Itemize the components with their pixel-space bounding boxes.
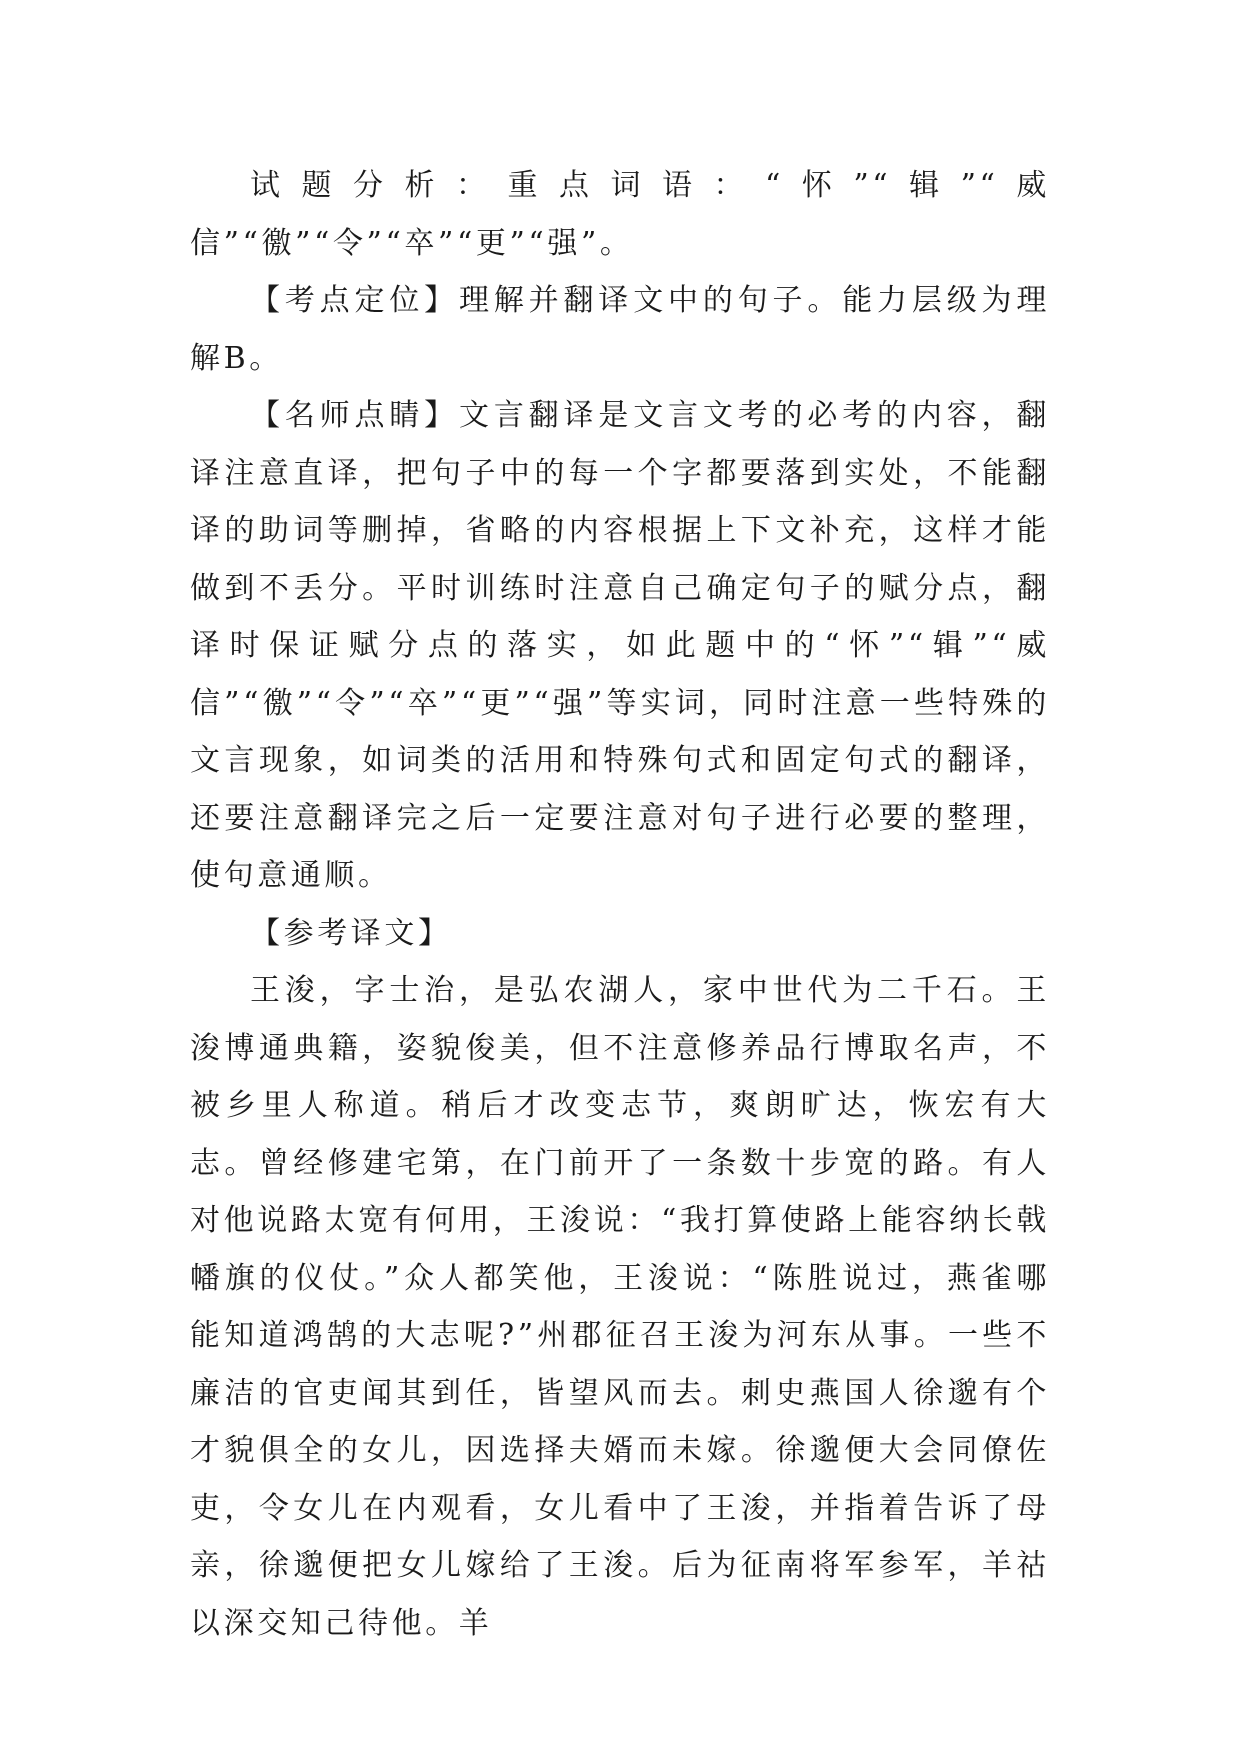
teacher-comment-paragraph: 【名师点睛】文言翻译是文言文考的必考的内容，翻译注意直译，把句子中的每一个字都要落到实处，不能翻译的助词等删掉，省略的内容根据上下文补充，这样才能做到不丢分。平时训练时注意自己确定句子的赋分点，翻译时保证赋分点的落实，如此题中的“怀”“辑”“威信”“徼”“令”“卒”“更”“强”等实词，同时注意一些特殊的文言现象，如词类的活用和特殊句式和固定句式的翻译，还要注意翻译完之后一定要注意对句子进行必要的整理，使句意通顺。 bbox=[190, 398, 1050, 893]
analysis-paragraph: 试题分析：重点词语：“怀”“辑”“威信”“徼”“令”“卒”“更”“强”。 bbox=[190, 168, 1050, 261]
test-point-paragraph: 【考点定位】理解并翻译文中的句子。能力层级为理解B。 bbox=[190, 283, 1050, 376]
reference-translation-heading: 【参考译文】 bbox=[250, 915, 452, 951]
document-body bbox=[190, 157, 1050, 1652]
translation-paragraph: 王浚，字士治，是弘农湖人，家中世代为二千石。王浚博通典籍，姿貌俊美，但不注意修养品行博取名声，不被乡里人称道。稍后才改变志节，爽朗旷达，恢宏有大志。曾经修建宅第，在门前开了一条数十步宽的路。有人对他说路太宽有何用，王浚说：“我打算使路上能容纳长戟幡旗的仪仗。”众人都笑他，王浚说：“陈胜说过，燕雀哪能知道鸿鹄的大志呢?”州郡征召王浚为河东从事。一些不廉洁的官吏闻其到任，皆望风而去。刺史燕国人徐邈有个才貌俱全的女儿，因选择夫婿而未嫁。徐邈便大会同僚佐吏，令女儿在内观看，女儿看中了王浚，并指着告诉了母亲，徐邈便把女儿嫁给了王浚。后为征南将军参军，羊祜以深交知己待他。羊 bbox=[190, 973, 1050, 1641]
